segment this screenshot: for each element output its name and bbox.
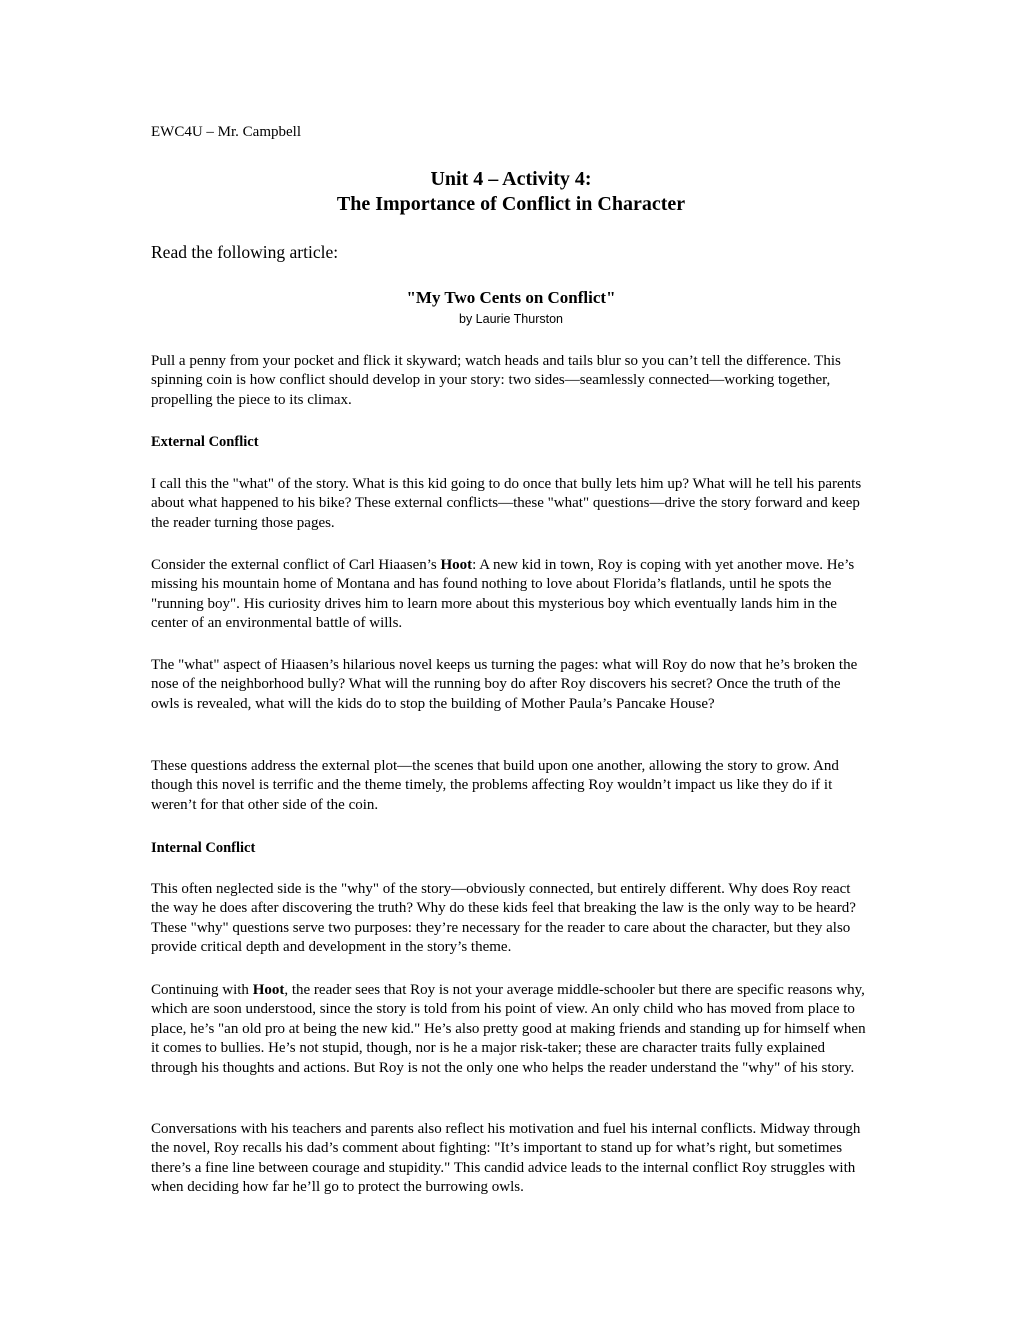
- paragraph-external-4: These questions address the external plot—the scenes that build upon one another, allowing the story to grow. And though this novel is terrific and the theme timely, the problems affecting Roy wouldn’t impact us like they do if it weren’t for that other side of the coin.: [151, 758, 839, 813]
- paragraph-text: : A new kid in town, Roy is coping with yet another move. He’s missing his mountain home of Montana and has found nothing to love about Florida’s flatlands, until he spots the "running boy". His curiosity drives him to learn more about this mysterious boy which eventually lands him in the center of an environmental battle of wills.: [151, 557, 855, 632]
- paragraph-text: Consider the external conflict of Carl Hiaasen’s: [151, 557, 441, 573]
- book-title-hoot: Hoot: [440, 557, 473, 573]
- lead-instruction: Read the following article:: [151, 242, 339, 262]
- article-byline: by Laurie Thurston: [459, 312, 563, 326]
- intro-paragraph: Pull a penny from your pocket and flick it skyward; watch heads and tails blur so you can’t tell the difference. This spinning coin is how conflict should develop in your story: two sides—seamlessly connected—working together, propelling the piece to its climax.: [151, 353, 841, 408]
- section-heading-internal: Internal Conflict: [151, 840, 256, 856]
- paragraph-text: , the reader sees that Roy is not your average middle-schooler but there are specific reasons why, which are soon understood, since the story is told from his point of view. An only child who has moved from place to place, he’s "an old pro at being the new kid." He’s also pretty good at making friends and standing up for himself when it comes to bullies. He’s not stupid, though, nor is he a major risk-taker; these are character traits fully explained through his thoughts and actions. But Roy is not the only one who helps the reader understand the "why" of his story.: [151, 982, 866, 1076]
- page-title: [151, 167, 871, 217]
- paragraph-internal-2: [151, 981, 871, 1078]
- section-heading-external: External Conflict: [151, 434, 259, 450]
- paragraph-external-2: [151, 556, 871, 634]
- title-line-2: The Importance of Conflict in Character: [336, 193, 686, 215]
- paragraph-internal-1: This often neglected side is the "why" of the story—obviously connected, but entirely different. Why does Roy react the way he does after discovering the truth? Why do these kids feel that breaking the law is the only way to be heard? These "why" questions serve two purposes: they’re necessary for the reader to care about the character, but they also provide critical depth and development in the story’s theme.: [151, 881, 856, 956]
- paragraph-internal-3: Conversations with his teachers and parents also reflect his motivation and fuel his internal conflicts. Midway through the novel, Roy recalls his dad’s comment about fighting: "It’s important to stand up for what’s right, but sometimes there’s a fine line between courage and stupidity." This candid advice leads to the internal conflict Roy struggles with when deciding how far he’ll go to protect the burrowing owls.: [151, 1121, 861, 1196]
- book-title-hoot: Hoot: [252, 982, 285, 998]
- article-title: "My Two Cents on Conflict": [406, 288, 616, 307]
- paragraph-external-3: The "what" aspect of Hiaasen’s hilarious novel keeps us turning the pages: what will Roy do now that he’s broken the nose of the neighborhood bully? What will the running boy do after Roy discovers his secret? Once the truth of the owls is revealed, what will the kids do to stop the building of Mother Paula’s Pancake House?: [151, 657, 858, 712]
- title-line-1: Unit 4 – Activity 4:: [430, 168, 592, 190]
- paragraph-text: Continuing with: [151, 982, 253, 998]
- course-header: EWC4U – Mr. Campbell: [151, 124, 301, 140]
- paragraph-external-1: I call this the "what" of the story. What is this kid going to do once that bully lets him up? What will he tell his parents about what happened to his bike? These external conflicts—these "what" questions—drive the story forward and keep the reader turning those pages.: [151, 476, 862, 531]
